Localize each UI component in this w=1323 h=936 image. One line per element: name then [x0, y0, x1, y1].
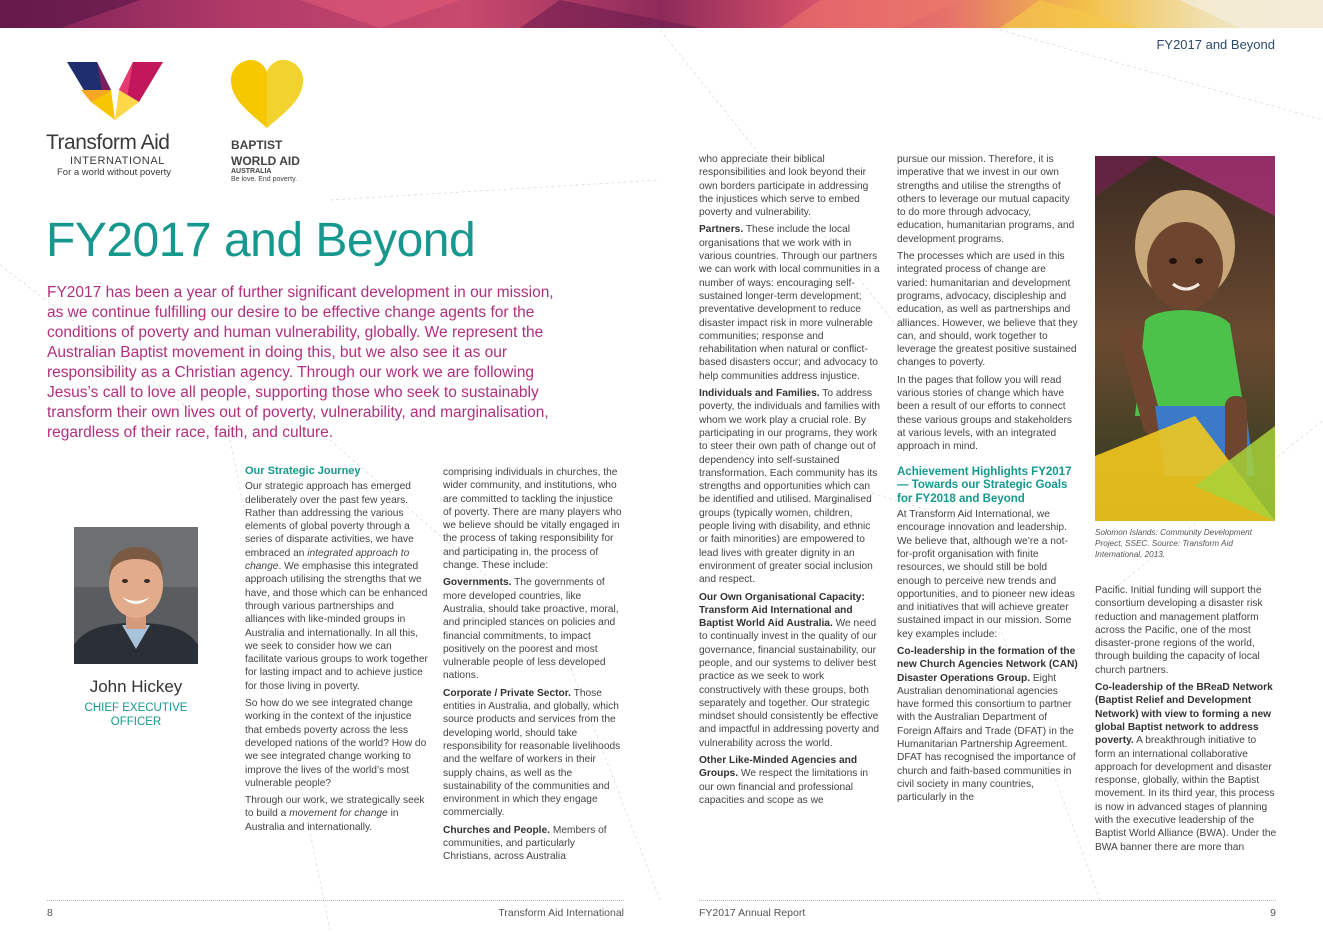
section-heading-achievement-highlights: Achievement Highlights FY2017 — Towards our Strategic Goals for FY2018 and Beyond: [897, 465, 1072, 505]
paragraph: [699, 223, 881, 383]
paragraph: [1095, 681, 1277, 854]
ceo-portrait: [74, 527, 198, 664]
text-column-3: [699, 153, 881, 811]
logo-subtitle: INTERNATIONAL: [70, 155, 165, 167]
paragraph: [443, 824, 623, 864]
text-run: We respect the limitations in our own financial and professional capacities and scope as we: [699, 768, 869, 806]
text-column-2: [443, 466, 623, 868]
ceo-name: John Hickey: [89, 677, 183, 696]
baptist-world-aid-logo: [231, 60, 321, 183]
paragraph: [443, 687, 623, 820]
bwa-line-3: AUSTRALIA: [231, 168, 272, 175]
paragraph: who appreciate their biblical responsibilities and look beyond their own borders participate in addressing the injustices which serve to embed poverty and vulnerability.: [699, 154, 869, 219]
paragraph: [897, 645, 1079, 805]
paragraph: So how do we see integrated change working in the context of the injustice that embeds poverty across the less developed nations of the world? How do we see integrated change working to improve the lives of the world’s most vulnerable people?: [245, 698, 427, 789]
emphasis-text: integrated approach to change: [245, 547, 410, 573]
bwa-line-1: BAPTIST: [231, 138, 283, 152]
solomon-islands-photo: [1095, 156, 1275, 521]
child-photo-icon: [1095, 156, 1275, 521]
page-title: FY2017 and Beyond: [46, 214, 476, 267]
term-label: Other Like-Minded Agencies and Groups.: [699, 755, 858, 780]
butterfly-logo-icon: [67, 60, 163, 122]
text-run: We need to continually invest in the quality of our governance, financial sustainability, our people, and our systems to deliver best practice as we seek to work constructively with these groups, both separately and together. Our strategic mindset should consistently be effective and impactful in addressing poverty and vulnerability across the world.: [699, 618, 880, 749]
term-label: Co-leadership in the formation of the new Church Agencies Network (CAN) Disaster Operations Group.: [897, 646, 1078, 684]
paragraph: comprising individuals in churches, the wider community, and institutions, who are committed to tackling the injustice of poverty. There are many players who we believe should be vitally engaged in the process of taking responsibility for and participating in, the process of change. These include:: [443, 467, 622, 572]
term-label: Partners.: [699, 224, 744, 236]
paragraph: [699, 387, 881, 586]
page-number-right: 9: [1270, 907, 1276, 919]
photo-caption: Solomon Islands: Community Development Project, SSEC. Source: Transform Aid International, 2013.: [1095, 528, 1252, 559]
footer-report-name: FY2017 Annual Report: [699, 907, 806, 919]
term-label: Individuals and Families.: [699, 388, 820, 400]
text-run: Through our work, we strategically seek to build a: [245, 795, 425, 820]
footer-divider-left: [47, 900, 624, 901]
term-label: Our Own Organisational Capacity: Transform Aid International and Baptist World Aid Australia.: [699, 591, 865, 630]
paragraph: [443, 576, 623, 682]
paragraph: pursue our mission. Therefore, it is imperative that we invest in our own strengths and utilise the strengths of others to leverage our mutual capacity to do more through advocacy, education, humanitarian programs, and development programs.: [897, 154, 1075, 245]
text-run: Eight Australian denominational agencies have formed this consortium to partner with the Australian Department of Foreign Affairs and Trade (DFAT) in the Humanitarian Partnership Agreement. DFAT has recognised the importance of church and faith-based communities in civil society in many countries, particularly in the: [897, 672, 1076, 804]
term-label: Governments.: [443, 577, 512, 589]
footer-org-name: Transform Aid International: [498, 907, 624, 919]
paragraph: [245, 794, 428, 834]
ceo-role: CHIEF EXECUTIVE OFFICER: [84, 702, 188, 728]
page-number-left: 8: [47, 907, 53, 919]
section-heading-strategic-journey: Our Strategic Journey: [245, 465, 361, 477]
text-run: The governments of more developed countries, like Australia, should take proactive, moral, and principled stances on policies and financial commitments, to impact positively on the poorest and most vulnerable people of less developed nations.: [443, 577, 619, 682]
transform-aid-logo: [46, 60, 196, 178]
text-run: These include the local organisations that we work with in various countries. Through our partners we can work with local communities in a number of ways: encouraging self-sustained longer-term development; preventative development to reduce disaster impact risk in more vulnerable communities; response and rehabilitation when natural or conflict-based disasters occur; and advocacy to help communities address injustice.: [699, 224, 880, 382]
logo-name: Transform Aid: [46, 131, 170, 154]
term-label: Co-leadership of the BReaD Network (Baptist Relief and Development Network) with view to forming a new global Baptist network to address poverty.: [1095, 682, 1273, 747]
paragraph: [245, 480, 428, 693]
bwa-line-2: WORLD AID: [231, 154, 300, 168]
term-label: Churches and People.: [443, 824, 550, 836]
person-photo-icon: [74, 527, 198, 664]
bwa-tagline: Be love. End poverty.: [231, 176, 298, 183]
text-run: To address poverty, the individuals and families with whom we work play a crucial role. By participating in our programs, they work to steer their own path of change out of dependency into self-sustained transformation. Each community has its strengths and opportunities which can be identified and utilised. Marginalised groups (typically women, children, people living with disability, and ethnic or faith minorities) are empowered to lead lives with greater dignity in an environment of greater social inclusion and respect.: [699, 388, 881, 586]
text-run: A breakthrough initiative to form an international collaborative approach for development and disaster response, globally, within the Baptist movement. In its third year, this process is now in advanced stages of planning with the executive leadership of the Baptist World Alliance (BWA). Under the BWA banner there are more than: [1095, 735, 1277, 853]
text-run: Those entities in Australia, and globally, which source products and services from the developing world, should take responsibility for reasonable livelihoods and the welfare of workers in their supply chains, as well as the sustainability of the communities and environment in which they engage commercially.: [443, 687, 621, 819]
footer-divider-right: [699, 900, 1276, 901]
text-column-1: [245, 465, 428, 838]
heart-logo-icon: [231, 60, 303, 130]
running-header: FY2017 and Beyond: [1156, 37, 1275, 52]
text-run: Our strategic approach has emerged deliberately over the past few years. Rather than addressing the various elements of global poverty through a series of disparate activities, we have embraced an: [245, 481, 414, 559]
logo-tagline: For a world without poverty: [57, 167, 172, 178]
paragraph: Pacific. Initial funding will support the consortium developing a disaster risk reduction and management platform across the Pacific, one of the most disaster-prone regions of the world, through building the capacity of local church partners.: [1095, 585, 1263, 676]
text-run: . We emphasise this integrated approach utilising the strengths that we have, and those which can be enhanced through various partnerships and alliances with like-minded groups in Australia and internationally. In all this, we seek to consider how we can facilitate various groups to work together for lasting impact and to achieve justice for those living in poverty.: [245, 561, 428, 692]
intro-paragraph: FY2017 has been a year of further significant development in our mission, as we continue fulfilling our desire to be effective change agents for the conditions of poverty and human vulnerability, globally. We represent the Australian Baptist movement in doing this, but we also see it as our responsibility as a Christian agency. Through our work we are following Jesus’s call to love all people, supporting those who seek to sustainably transform their own lives out of poverty, vulnerability, and marginalisation, regardless of their race, faith, and culture.: [47, 284, 554, 441]
emphasis-text: movement for change: [289, 808, 388, 820]
paragraph: [699, 591, 881, 751]
text-column-5: [1095, 584, 1277, 858]
term-label: Corporate / Private Sector.: [443, 687, 571, 699]
paragraph: In the pages that follow you will read various stories of change which have been a result of our efforts to connect these various groups and stakeholders at various levels, with an integrated approach in mind.: [897, 374, 1072, 453]
text-column-4: [897, 153, 1079, 809]
paragraph: At Transform Aid International, we encourage innovation and leadership. We believe that, although we’re a not-for-profit organisation with finite resources, we should still be bold enough to perceive new trends and opportunities, and to pioneer new ideas and initiatives that will achieve greater sustained impact in our mission. Some key examples include:: [897, 509, 1075, 640]
paragraph: The processes which are used in this integrated process of change are varied: humanitarian and development programs, advocacy, discipleship and education, as well as partnerships and alliances. However, we believe that they can, and should, work together to leverage the greatest positive sustained changes to poverty.: [897, 251, 1078, 369]
text-run: Members of communities, and particularly Christians, across Australia: [443, 824, 607, 863]
paragraph: [699, 754, 881, 807]
text-run: in Australia and internationally.: [245, 808, 399, 833]
